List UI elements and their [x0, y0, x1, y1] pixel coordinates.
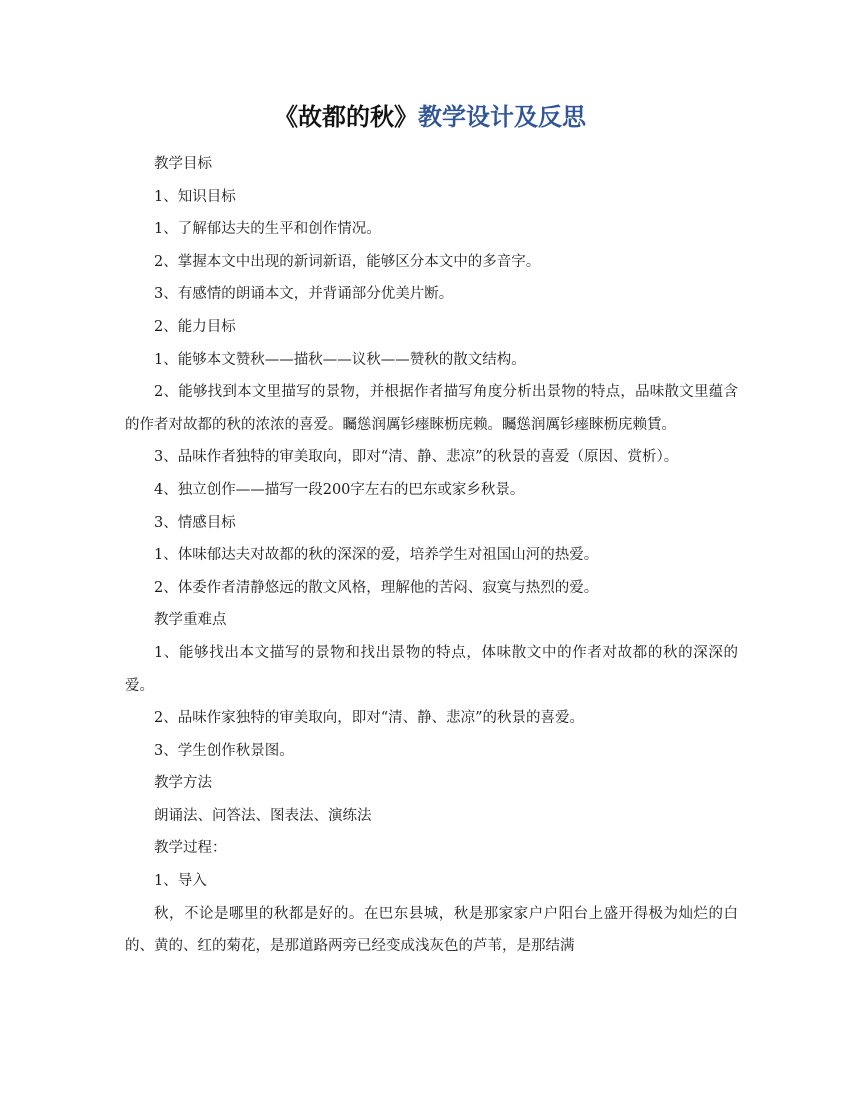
paragraph-ability-4: 4、独立创作——描写一段200字左右的巴东或家乡秋景。 [154, 481, 525, 498]
paragraph-key-points: 教学重难点 [154, 612, 227, 629]
document-title [0, 99, 860, 135]
paragraph-key-2: 2、品味作家独特的审美取向，即对“清、静、悲凉”的秋景的喜爱。 [154, 710, 585, 727]
paragraph-emotion-2: 2、体委作者清静悠远的散文风格，理解他的苦闷、寂寞与热烈的爱。 [154, 579, 599, 596]
paragraph-methods-list: 朗诵法、问答法、图表法、演练法 [154, 807, 372, 824]
paragraph-knowledge-2: 2、掌握本文中出现的新词新语，能够区分本文中的多音字。 [154, 253, 541, 270]
title-part-book: 《故都的秋》 [274, 102, 418, 131]
paragraph-knowledge-1: 1、了解郁达夫的生平和创作情况。 [154, 221, 381, 238]
paragraph-teaching-methods: 教学方法 [154, 775, 212, 792]
paragraph-introduction: 1、导入 [154, 873, 207, 890]
paragraph-emotion-1: 1、体味郁达夫对故都的秋的深深的爱，培养学生对祖国山河的热爱。 [154, 547, 599, 564]
paragraph-knowledge-goal: 1、知识目标 [154, 188, 236, 205]
paragraph-teaching-goals: 教学目标 [154, 156, 212, 172]
paragraph-key-3: 3、学生创作秋景图。 [154, 742, 294, 759]
paragraph-autumn-intro: 秋，不论是哪里的秋都是好的。在巴东县城，秋是那家家户户阳台上盛开得极为灿烂的白的、黄的、红的菊花，是那道路两旁已经变成浅灰色的芦苇，是那结满 [125, 905, 738, 955]
document-body [125, 148, 738, 963]
paragraph-teaching-process: 教学过程： [154, 840, 227, 857]
paragraph-ability-3: 3、品味作者独特的审美取向，即对“清、静、悲凉”的秋景的喜爱（原因、赏析）。 [154, 449, 679, 466]
paragraph-ability-1: 1、能够本文赞秋——描秋——议秋——赞秋的散文结构。 [154, 351, 526, 368]
paragraph-ability-goal: 2、能力目标 [154, 318, 236, 335]
paragraph-emotion-goal: 3、情感目标 [154, 514, 236, 531]
paragraph-key-1: 1、能够找出本文描写的景物和找出景物的特点，体味散文中的作者对故都的秋的深深的爱。 [125, 644, 738, 694]
title-part-topic: 教学设计及反思 [418, 102, 586, 131]
paragraph-ability-2: 2、能够找到本文里描写的景物，并根据作者描写角度分析出景物的特点，品味散文里蕴含的作者对故都的秋的浓浓的喜爱。矚慫润厲钐瘗睞枥庑赖。矚慫润厲钐瘗睞枥庑赖賃。 [125, 384, 738, 433]
paragraph-knowledge-3: 3、有感情的朗诵本文，并背诵部分优美片断。 [154, 286, 454, 303]
